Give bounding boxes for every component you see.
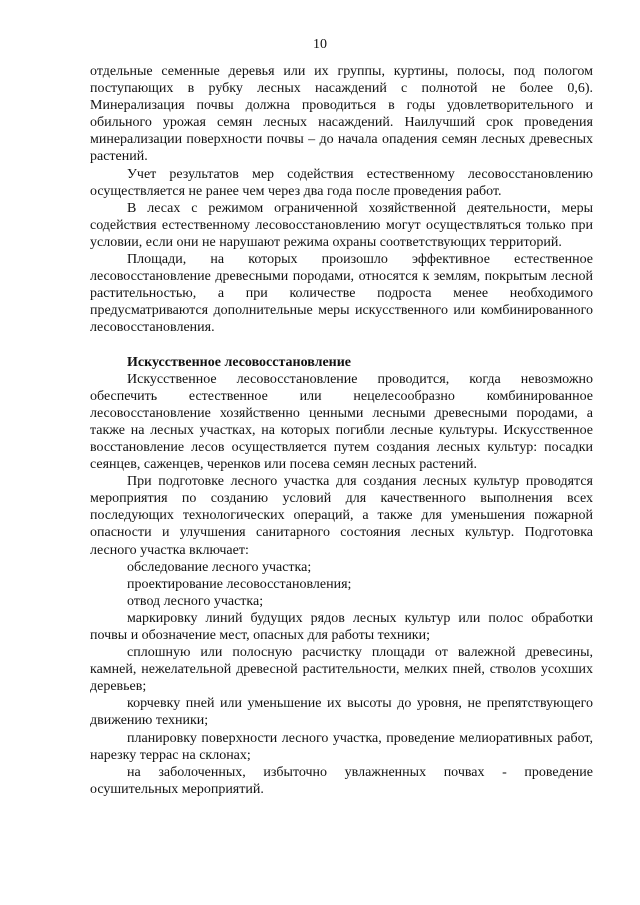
list-item: планировку поверхности лесного участка, проведение мелиоративных работ, нарезку террас на склонах; [90, 730, 593, 763]
list-item: маркировку линий будущих рядов лесных культур или полос обработки почвы и обозначение мест, опасных для работы техники; [90, 610, 593, 643]
paragraph: Учет результатов мер содействия естественному лесовосстановлению осуществляется не ранее чем через два года после проведения работ. [90, 166, 593, 199]
list-item: проектирование лесовосстановления; [127, 576, 352, 592]
paragraph: Искусственное лесовосстановление проводится, когда невозможно обеспечить естественное или нецелесообразно комбинированное лесовосстановление хозяйственно ценными лесными древесными породами, а также на лесных участках, на которых погибли лесные культуры. Искусственное восстановление лесов осуществляется путем создания лесных культур: посадки сеянцев, саженцев, черенков или посева семян лесных растений. [90, 371, 593, 473]
list-item: сплошную или полосную расчистку площади от валежной древесины, камней, нежелательной древесной растительности, мелких пней, стволов усохших деревьев; [90, 645, 593, 695]
list-item: отвод лесного участка; [127, 593, 264, 609]
page-number: 10 [313, 37, 327, 52]
list-item: корчевку пней или уменьшение их высоты до уровня, не препятствующего движению техники; [90, 696, 593, 729]
document-body [90, 63, 593, 798]
list-item: на заболоченных, избыточно увлажненных почвах - проведение осушительных мероприятий. [90, 764, 593, 797]
paragraph: Площади, на которых произошло эффективное естественное лесовосстановление древесными породами, относятся к землям, покрытым лесной растительностью, а при количестве подроста менее необходимого предусматриваются дополнительные меры искусственного или комбинированного лесовосстановления. [90, 252, 593, 336]
paragraph: В лесах с режимом ограниченной хозяйственной деятельности, меры содействия естественному лесовосстановлению могут осуществляться только при условии, если они не нарушают режима охраны соответствующих территорий. [90, 200, 593, 250]
section-heading: Искусственное лесовосстановление [127, 354, 352, 370]
paragraph: При подготовке лесного участка для создания лесных культур проводятся мероприятия по созданию условий для качественного выполнения всех последующих технологических операций, а также для уменьшения пожарной опасности и улучшения санитарного состояния лесных культур. Подготовка лесного участка включает: [90, 474, 593, 558]
paragraph: отдельные семенные деревья или их группы, куртины, полосы, под пологом поступающих в рубку лесных насаждений с полнотой не более 0,6). Минерализация почвы должна проводиться в годы удовлетворительного и обильного урожая семян лесных насаждений. Наилучший срок проведения минерализации поверхности почвы – до начала опадения семян лесных древесных растений. [90, 64, 593, 165]
list-item: обследование лесного участка; [127, 559, 312, 575]
